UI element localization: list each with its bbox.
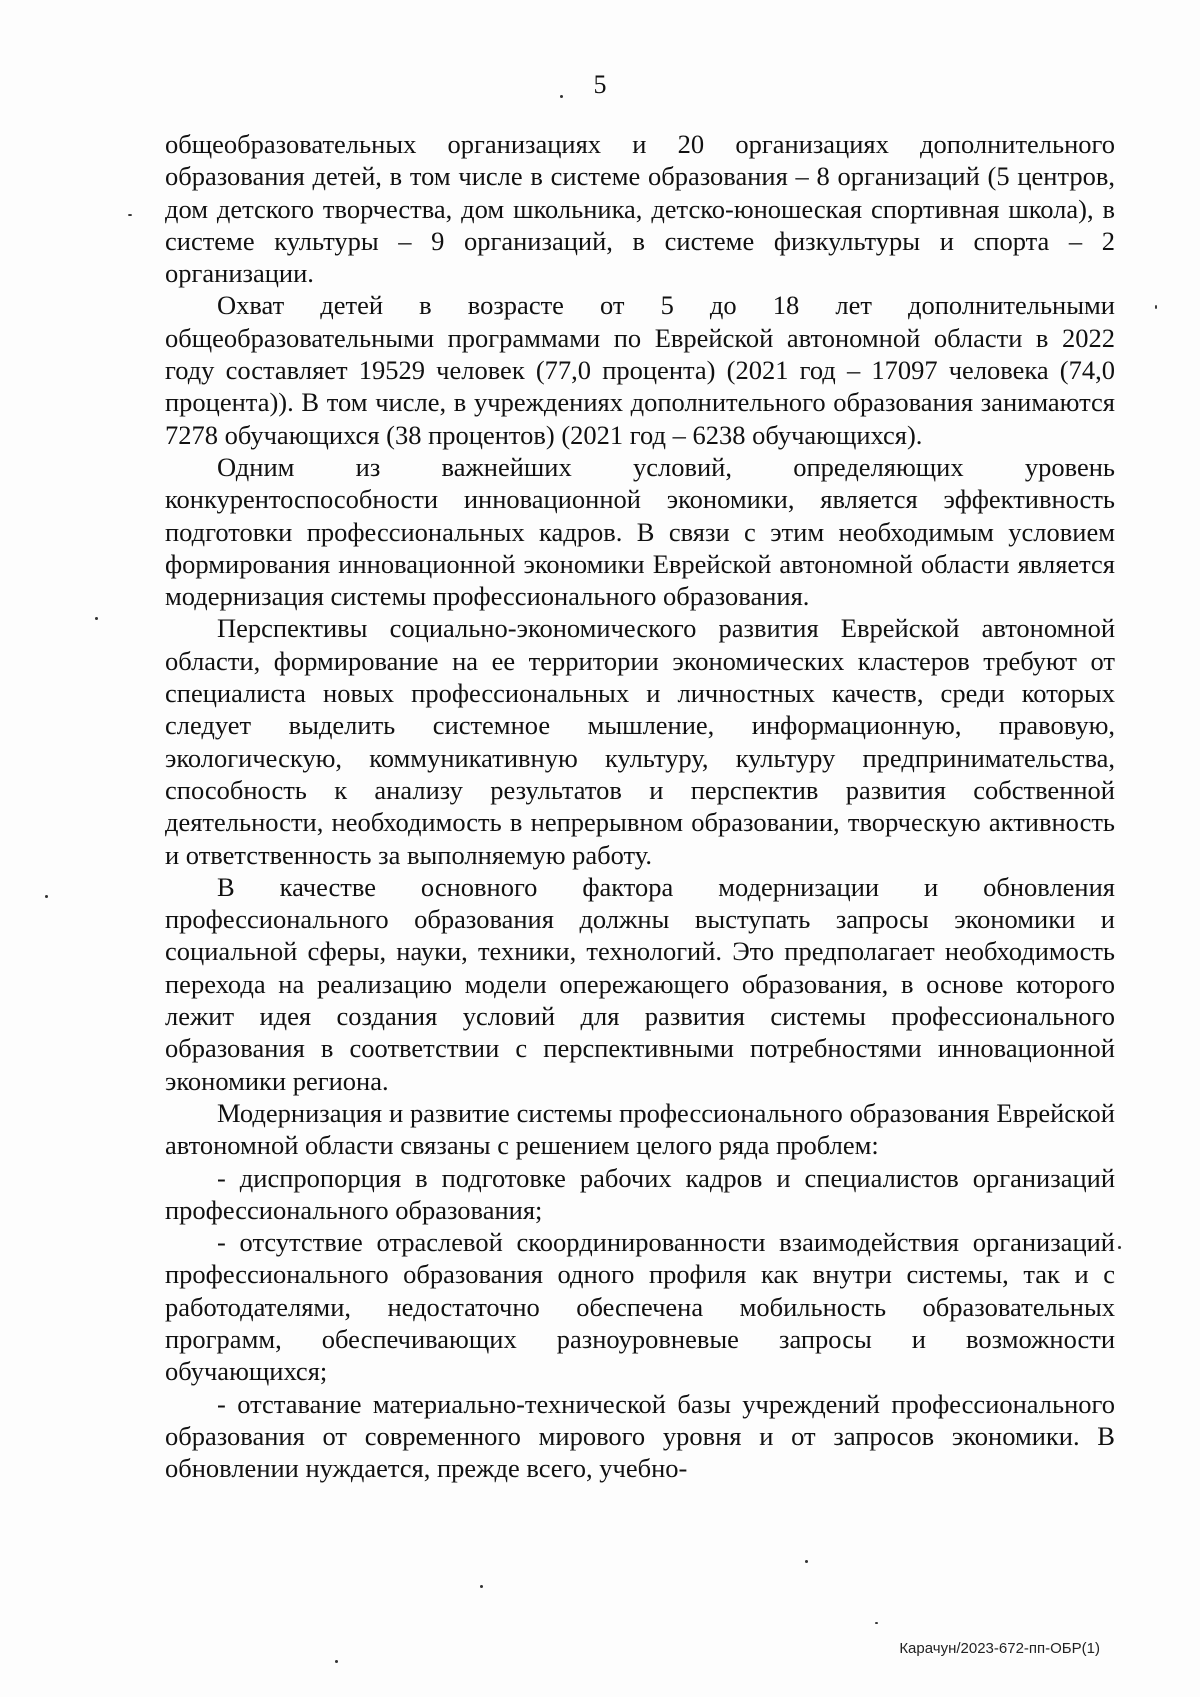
paragraph-modernization-factor: В качестве основного фактора модернизации и обновления профессионального образования должны выступать запросы экономики и социальной сферы, науки, техники, технологий. Это предполагает необходимость перехода на реализацию модели опережающего образования, в основе которого лежит идея создания условий для развития системы профессионального образования в соответствии с перспективными потребностями инновационной экономики региона. — [165, 871, 1115, 1096]
paragraph-continuation: общеобразовательных организациях и 20 организациях дополнительного образования детей, в том числе в системе образования – 8 организаций (5 центров, дом детского творчества, дом школьника, детско-юношеская спортивная школа), в системе культуры – 9 организаций, в системе физкультуры и спорта – 2 организации. — [165, 129, 1115, 289]
list-item-disproportion: - диспропорция в подготовке рабочих кадров и специалистов организаций профессионального образования; — [165, 1162, 1115, 1225]
document-reference: Карачун/2023-672-пп-ОБР(1) — [899, 1640, 1100, 1657]
page-number: 5 — [593, 70, 607, 99]
paragraph-competitiveness: Одним из важнейших условий, определяющих уровень конкурентоспособности инновационной экономики, является эффективность подготовки профессиональных кадров. В связи с этим необходимым условием формирования инновационной экономики Еврейской автономной области является модернизация системы профессионального образования. — [165, 451, 1115, 612]
scan-speck — [560, 95, 563, 98]
scan-speck — [335, 1660, 338, 1663]
scan-speck — [95, 617, 98, 620]
list-item-coordination: - отсутствие отраслевой скоординированности взаимодействия организаций профессионального образования одного профиля как внутри системы, так и с работодателями, недостаточно обеспечена мобильность образовательных программ, обеспечивающих разноуровневые запросы и возможности обучающихся; — [165, 1227, 1115, 1387]
scan-speck — [805, 1560, 808, 1563]
scan-speck — [45, 895, 48, 898]
paragraph-coverage: Охват детей в возрасте от 5 до 18 лет дополнительными общеобразовательными программами по Еврейской автономной области в 2022 году составляет 19529 человек (77,0 процента) (2021 год – 17097 человека (74,0 процента)). В том числе, в учреждениях дополнительного образования занимаются 7278 обучающихся (38 процентов) (2021 год – 6238 обучающихся). — [165, 290, 1115, 450]
scan-speck — [875, 1622, 878, 1624]
scan-speck — [1118, 1246, 1121, 1249]
list-item-material-base: - отставание материально-технической базы учреждений профессионального образования от современного мирового уровня и от запросов экономики. В обновлении нуждается, прежде всего, учебно- — [165, 1388, 1115, 1484]
paragraph-prospects: Перспективы социально-экономического развития Еврейской автономной области, формирование на ее территории экономических кластеров требуют от специалиста новых профессиональных и личностных качеств, среди которых следует выделить системное мышление, информационную, правовую, экологическую, коммуникативную культуру, культуру предпринимательства, способность к анализу результатов и перспектив развития собственной деятельности, необходимость в непрерывном образовании, творческую активность и ответственность за выполняемую работу. — [165, 613, 1115, 870]
paragraph-problems-intro: Модернизация и развитие системы профессионального образования Еврейской автономной области связаны с решением целого ряда проблем: — [165, 1097, 1115, 1161]
scan-speck — [128, 214, 132, 216]
body-text — [165, 128, 1115, 1484]
scan-speck — [1155, 305, 1157, 309]
scan-speck — [480, 1585, 483, 1588]
